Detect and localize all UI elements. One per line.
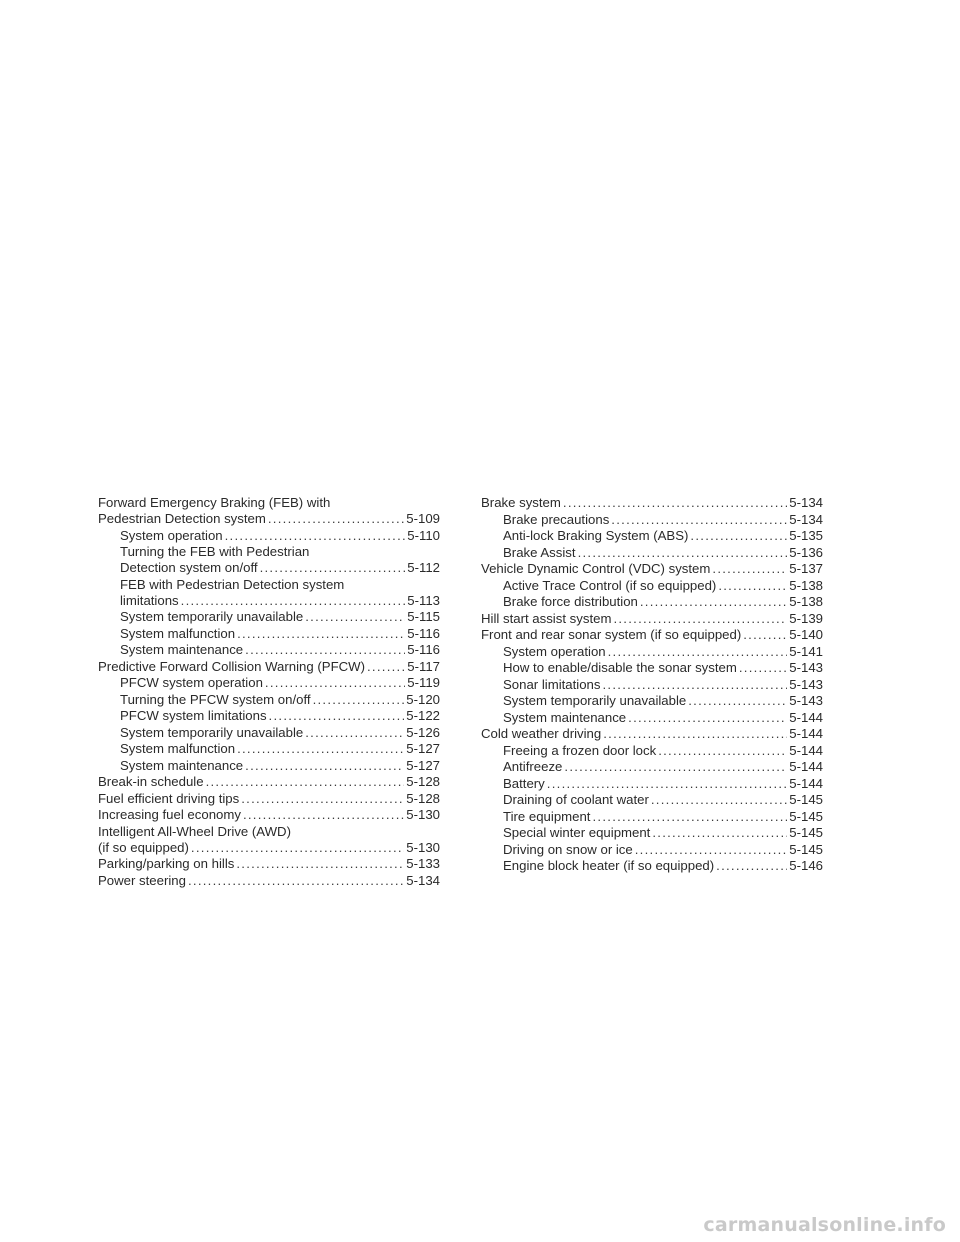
toc-entry-title: PFCW system operation xyxy=(120,675,263,690)
toc-entry-title: Anti-lock Braking System (ABS) xyxy=(503,528,689,543)
toc-entry-line xyxy=(503,776,823,792)
toc-entry-title: (if so equipped) xyxy=(98,839,189,855)
dot-leader xyxy=(265,675,405,691)
dot-leader xyxy=(718,578,787,594)
watermark-text: carmanualsonline.info xyxy=(703,1214,946,1236)
toc-subentry[interactable] xyxy=(481,759,823,775)
dot-leader xyxy=(367,659,405,675)
toc-subentry[interactable] xyxy=(98,577,440,609)
toc-entry-title: Detection system on/off xyxy=(120,560,258,575)
dot-leader xyxy=(688,693,787,709)
toc-entry-title: System maintenance xyxy=(120,642,244,657)
toc-page-number: 5-115 xyxy=(407,609,440,624)
toc-page-number: 5-143 xyxy=(789,660,823,675)
dot-leader xyxy=(658,743,787,759)
toc-entry-title: PFCW system limitations xyxy=(120,708,267,723)
toc-subentry[interactable] xyxy=(481,776,823,792)
toc-entry-title: Brake precautions xyxy=(503,511,610,527)
dot-leader xyxy=(237,626,405,642)
toc-page-number: 5-127 xyxy=(406,757,440,773)
toc-page-number: 5-113 xyxy=(407,592,440,608)
toc-entry[interactable] xyxy=(98,495,440,527)
toc-entry-title: Pedestrian Detection system xyxy=(98,511,266,526)
dot-leader xyxy=(635,842,788,858)
toc-entry-title: Tire equipment xyxy=(503,808,591,824)
toc-page-number: 5-143 xyxy=(789,676,823,692)
toc-page-number: 5-134 xyxy=(789,495,823,510)
toc-entry-line xyxy=(481,627,823,643)
toc-entry-title: Battery xyxy=(503,775,545,791)
toc-entry-title: System malfunction xyxy=(120,741,236,756)
toc-page-number: 5-145 xyxy=(789,792,823,807)
toc-entry-title: Driving on snow or ice xyxy=(503,841,633,857)
toc-page-number: 5-139 xyxy=(789,610,823,626)
toc-subentry[interactable] xyxy=(481,578,823,594)
toc-page-number: 5-133 xyxy=(406,856,440,871)
toc-page-number: 5-110 xyxy=(407,527,440,543)
dot-leader xyxy=(236,856,404,872)
dot-leader xyxy=(269,708,405,724)
dot-leader xyxy=(313,692,405,708)
toc-entry-title: System operation xyxy=(503,643,606,659)
toc-subentry[interactable] xyxy=(481,809,823,825)
toc-page-number: 5-119 xyxy=(407,675,440,690)
toc-entry-title: Turning the PFCW system on/off xyxy=(120,691,311,707)
toc-subentry[interactable] xyxy=(98,692,440,708)
toc-subentry[interactable] xyxy=(481,693,823,709)
toc-subentry[interactable] xyxy=(481,710,823,726)
toc-subentry[interactable] xyxy=(481,743,823,759)
toc-entry-line xyxy=(481,495,823,511)
toc-page-number: 5-109 xyxy=(406,511,440,526)
toc-subentry[interactable] xyxy=(98,741,440,757)
toc-entry-title: Power steering xyxy=(98,872,186,888)
dot-leader xyxy=(603,726,787,742)
toc-entry[interactable] xyxy=(98,807,440,823)
toc-entry-line xyxy=(120,577,440,593)
toc-page-number: 5-137 xyxy=(789,561,823,576)
toc-entry-title: Freeing a frozen door lock xyxy=(503,742,657,758)
toc-entry-line xyxy=(503,594,823,610)
toc-entry-line xyxy=(98,840,440,856)
toc-entry[interactable] xyxy=(98,791,440,807)
toc-page-number: 5-120 xyxy=(406,691,440,707)
dot-leader xyxy=(743,627,787,643)
toc-entry-title: Cold weather driving xyxy=(481,726,602,741)
toc-entry-line xyxy=(503,528,823,544)
toc-entry[interactable] xyxy=(481,495,823,511)
toc-subentry[interactable] xyxy=(481,594,823,610)
toc-subentry[interactable] xyxy=(98,544,440,576)
dot-leader xyxy=(640,594,787,610)
toc-page-number: 5-128 xyxy=(406,774,440,789)
toc-entry-line xyxy=(503,512,823,528)
toc-entry-line xyxy=(503,578,823,594)
toc-entry-title: System temporarily unavailable xyxy=(120,609,304,624)
toc-page-number: 5-138 xyxy=(789,594,823,609)
toc-entry-line xyxy=(98,856,440,872)
toc-page-number: 5-117 xyxy=(407,658,440,674)
dot-leader xyxy=(739,660,787,676)
toc-entry-line xyxy=(98,824,440,840)
toc-entry-line xyxy=(503,743,823,759)
toc-subentry[interactable] xyxy=(481,858,823,874)
toc-entry-line xyxy=(120,675,440,691)
dot-leader xyxy=(690,528,787,544)
toc-entry-line xyxy=(503,693,823,709)
toc-subentry[interactable] xyxy=(481,512,823,528)
toc-entry-line xyxy=(120,708,440,724)
toc-page-number: 5-141 xyxy=(789,643,823,659)
toc-entry-line xyxy=(120,692,440,708)
toc-entry-title: Draining of coolant water xyxy=(503,792,649,807)
toc-page-number: 5-112 xyxy=(407,560,440,575)
toc-entry-line xyxy=(98,495,440,511)
toc-entry[interactable] xyxy=(98,873,440,889)
toc-entry[interactable] xyxy=(481,726,823,742)
toc-page-number: 5-128 xyxy=(406,790,440,806)
toc-entry-title: Brake force distribution xyxy=(503,594,638,609)
toc-entry-line xyxy=(481,561,823,577)
dot-leader xyxy=(602,677,787,693)
toc-entry[interactable] xyxy=(481,627,823,643)
dot-leader xyxy=(237,741,404,757)
toc-entry-line xyxy=(503,842,823,858)
toc-page-number: 5-135 xyxy=(789,528,823,543)
toc-entry-title: Special winter equipment xyxy=(503,825,651,840)
toc-entry[interactable] xyxy=(481,561,823,577)
toc-entry[interactable] xyxy=(98,824,440,856)
toc-page-number: 5-130 xyxy=(406,807,440,822)
toc-entry-line xyxy=(98,791,440,807)
toc-entry-title: FEB with Pedestrian Detection system xyxy=(120,576,345,592)
dot-leader xyxy=(651,792,787,808)
toc-entry-title: System temporarily unavailable xyxy=(503,693,687,708)
dot-leader xyxy=(225,528,406,544)
toc-entry-title: Predictive Forward Collision Warning (PFCW) xyxy=(98,658,365,674)
toc-subentry[interactable] xyxy=(98,708,440,724)
toc-entry-line xyxy=(120,609,440,625)
toc-entry-line xyxy=(481,726,823,742)
toc-subentry[interactable] xyxy=(98,725,440,741)
toc-entry-title: System maintenance xyxy=(503,709,627,725)
dot-leader xyxy=(547,776,787,792)
toc-entry-title: Antifreeze xyxy=(503,759,563,774)
toc-entry-line xyxy=(503,710,823,726)
toc-subentry[interactable] xyxy=(481,792,823,808)
toc-entry-line xyxy=(503,809,823,825)
toc-entry-line xyxy=(120,741,440,757)
toc-entry-title: Break-in schedule xyxy=(98,774,204,789)
toc-subentry[interactable] xyxy=(98,675,440,691)
toc-entry-title: Intelligent All-Wheel Drive (AWD) xyxy=(98,823,291,839)
toc-page-number: 5-116 xyxy=(407,642,440,657)
toc-entry-title: Active Trace Control (if so equipped) xyxy=(503,577,717,593)
toc-page-number: 5-145 xyxy=(789,841,823,857)
toc-entry-title: System maintenance xyxy=(120,757,244,773)
dot-leader xyxy=(564,759,787,775)
toc-entry-title: Front and rear sonar system (if so equipped) xyxy=(481,627,742,642)
dot-leader xyxy=(611,512,787,528)
dot-leader xyxy=(268,511,404,527)
toc-entry[interactable] xyxy=(98,659,440,675)
toc-page-number: 5-145 xyxy=(789,808,823,824)
toc-page-number: 5-140 xyxy=(789,627,823,642)
toc-column-left xyxy=(98,495,440,889)
toc-entry-line xyxy=(503,660,823,676)
toc-subentry[interactable] xyxy=(481,660,823,676)
dot-leader xyxy=(578,545,788,561)
toc-entry-title: Brake Assist xyxy=(503,544,576,560)
toc-subentry[interactable] xyxy=(98,609,440,625)
dot-leader xyxy=(245,758,404,774)
toc-entry-line xyxy=(98,659,440,675)
toc-entry-line xyxy=(120,560,440,576)
toc-entry-line xyxy=(98,807,440,823)
toc-entry-title: Sonar limitations xyxy=(503,676,601,692)
toc-entry[interactable] xyxy=(481,611,823,627)
toc-page-number: 5-144 xyxy=(789,726,823,741)
toc-entry-title: Increasing fuel economy xyxy=(98,807,241,822)
toc-entry-title: Fuel efficient driving tips xyxy=(98,790,240,806)
toc-entry-title: Parking/parking on hills xyxy=(98,856,235,871)
toc-entry-title: Forward Emergency Braking (FEB) with xyxy=(98,495,331,510)
toc-entry-title: Vehicle Dynamic Control (VDC) system xyxy=(481,561,711,576)
toc-entry-line xyxy=(98,511,440,527)
toc-page-number: 5-145 xyxy=(789,825,823,840)
dot-leader xyxy=(563,495,787,511)
toc-subentry[interactable] xyxy=(481,545,823,561)
toc-entry[interactable] xyxy=(98,856,440,872)
toc-entry[interactable] xyxy=(98,774,440,790)
toc-subentry[interactable] xyxy=(98,626,440,642)
toc-entry-line xyxy=(120,593,440,609)
toc-page-number: 5-136 xyxy=(789,544,823,560)
dot-leader xyxy=(241,791,404,807)
toc-subentry[interactable] xyxy=(481,644,823,660)
dot-leader xyxy=(652,825,787,841)
dot-leader xyxy=(628,710,787,726)
toc-entry-title: How to enable/disable the sonar system xyxy=(503,660,737,675)
dot-leader xyxy=(613,611,787,627)
toc-page-number: 5-134 xyxy=(406,872,440,888)
toc-entry-line xyxy=(120,626,440,642)
toc-subentry[interactable] xyxy=(481,842,823,858)
dot-leader xyxy=(305,609,405,625)
toc-subentry[interactable] xyxy=(481,677,823,693)
toc-entry-line xyxy=(503,677,823,693)
dot-leader xyxy=(260,560,406,576)
toc-entry-title: Brake system xyxy=(481,495,561,510)
toc-entry-line xyxy=(503,825,823,841)
toc-entry-title: Turning the FEB with Pedestrian xyxy=(120,544,310,559)
toc-entry-line xyxy=(120,544,440,560)
toc-page-number: 5-127 xyxy=(406,741,440,756)
toc-page-number: 5-144 xyxy=(789,709,823,725)
toc-subentry[interactable] xyxy=(481,825,823,841)
dot-leader xyxy=(608,644,788,660)
toc-subentry[interactable] xyxy=(98,758,440,774)
toc-subentry[interactable] xyxy=(98,528,440,544)
toc-entry-line xyxy=(120,528,440,544)
dot-leader xyxy=(305,725,404,741)
toc-entry-line xyxy=(503,545,823,561)
dot-leader xyxy=(245,642,405,658)
toc-entry-line xyxy=(503,759,823,775)
toc-entry-line xyxy=(98,873,440,889)
toc-page-number: 5-144 xyxy=(789,775,823,791)
toc-page-number: 5-138 xyxy=(789,577,823,593)
toc-subentry[interactable] xyxy=(98,642,440,658)
toc-entry-line xyxy=(503,858,823,874)
dot-leader xyxy=(181,593,406,609)
toc-page-number: 5-143 xyxy=(789,693,823,708)
dot-leader xyxy=(712,561,787,577)
toc-entry-line xyxy=(503,792,823,808)
toc-entry-title: Engine block heater (if so equipped) xyxy=(503,858,715,873)
toc-subentry[interactable] xyxy=(481,528,823,544)
toc-page-number: 5-144 xyxy=(789,742,823,758)
toc-entry-title: Hill start assist system xyxy=(481,610,612,626)
toc-page-number: 5-134 xyxy=(789,511,823,527)
dot-leader xyxy=(188,873,404,889)
toc-column-right xyxy=(481,495,823,875)
toc-entry-line xyxy=(98,774,440,790)
toc-entry-title: System malfunction xyxy=(120,625,236,641)
toc-page-number: 5-122 xyxy=(406,708,440,723)
toc-entry-line xyxy=(503,644,823,660)
toc-page-number: 5-126 xyxy=(406,724,440,740)
toc-entry-title: System operation xyxy=(120,527,223,543)
toc-page-number: 5-144 xyxy=(789,759,823,774)
dot-leader xyxy=(243,807,404,823)
toc-entry-line xyxy=(120,758,440,774)
dot-leader xyxy=(206,774,405,790)
toc-entry-line xyxy=(481,611,823,627)
toc-entry-title: limitations xyxy=(120,592,179,608)
toc-entry-line xyxy=(120,725,440,741)
toc-page-number: 5-130 xyxy=(406,839,440,855)
dot-leader xyxy=(191,840,404,856)
toc-page-number: 5-116 xyxy=(407,625,440,641)
toc-entry-title: System temporarily unavailable xyxy=(120,724,304,740)
dot-leader xyxy=(716,858,787,874)
toc-page-number: 5-146 xyxy=(789,858,823,873)
dot-leader xyxy=(592,809,787,825)
toc-entry-line xyxy=(120,642,440,658)
